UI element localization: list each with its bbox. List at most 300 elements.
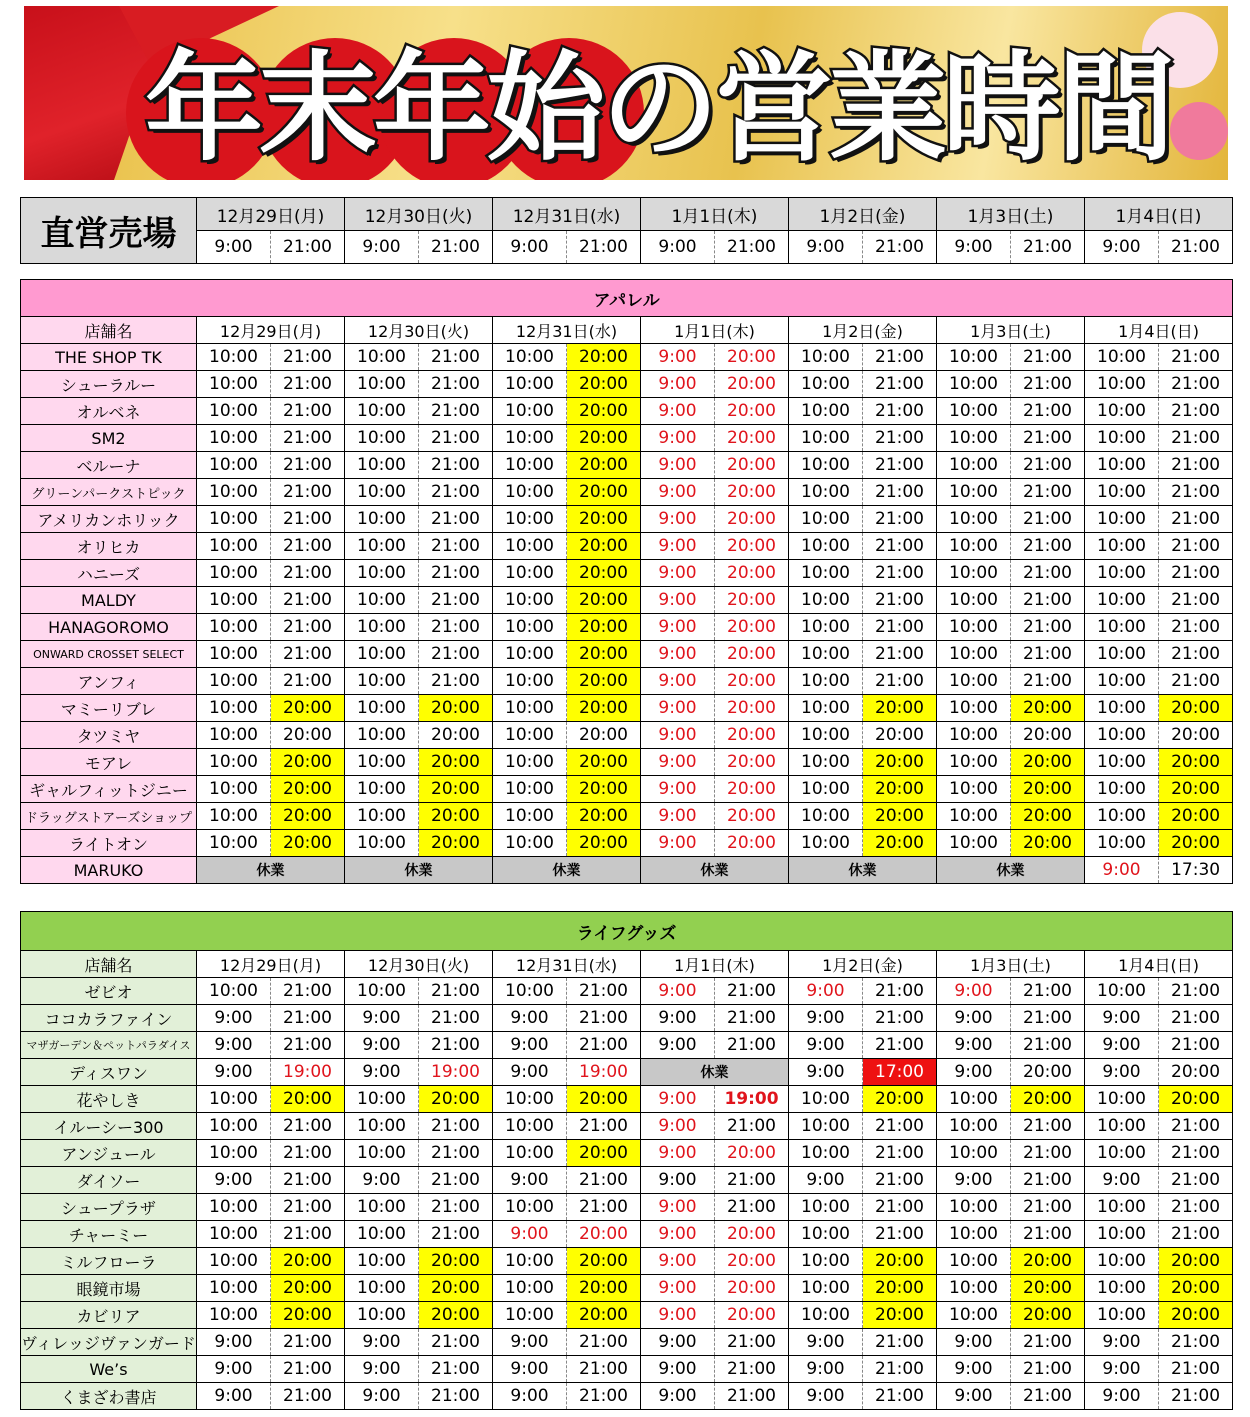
close-time-cell: 20:00 <box>567 776 641 803</box>
close-time-cell: 20:00 <box>1159 1302 1233 1329</box>
close-time-cell: 20:00 <box>715 803 789 830</box>
open-time-cell: 10:00 <box>493 978 567 1005</box>
open-time-cell: 10:00 <box>345 1194 419 1221</box>
open-time-cell: 10:00 <box>789 830 863 857</box>
close-time-cell: 21:00 <box>1159 398 1233 425</box>
open-time-cell: 9:00 <box>493 1059 567 1086</box>
open-time-cell: 10:00 <box>493 1275 567 1302</box>
close-time-cell: 20:00 <box>419 1302 493 1329</box>
close-time-cell: 21:00 <box>1159 533 1233 560</box>
closed-cell: 休業 <box>641 1059 789 1086</box>
close-time-cell: 21:00 <box>1011 560 1085 587</box>
store-name: ダイソー <box>21 1167 197 1194</box>
open-time-cell: 10:00 <box>493 668 567 695</box>
open-time-cell: 10:00 <box>197 614 271 641</box>
open-time-cell: 10:00 <box>937 1194 1011 1221</box>
close-time-cell: 21:00 <box>271 398 345 425</box>
open-time-cell: 10:00 <box>1085 803 1159 830</box>
open-time-cell: 10:00 <box>937 776 1011 803</box>
date-header: 12月30日(火) <box>345 198 493 231</box>
open-time-cell: 9:00 <box>1085 1356 1159 1383</box>
table-row <box>21 479 1233 506</box>
close-time-cell: 21:00 <box>271 1140 345 1167</box>
close-time-cell: 20:00 <box>715 506 789 533</box>
open-time-cell: 10:00 <box>1085 533 1159 560</box>
close-time-cell: 21:00 <box>715 231 789 264</box>
open-time-cell: 10:00 <box>197 830 271 857</box>
close-time-cell: 20:00 <box>1159 722 1233 749</box>
close-time-cell: 21:00 <box>419 587 493 614</box>
table-row <box>21 533 1233 560</box>
store-name: ベルーナ <box>21 452 197 479</box>
close-time-cell: 21:00 <box>419 506 493 533</box>
open-time-cell: 10:00 <box>197 1194 271 1221</box>
open-time-cell: 10:00 <box>493 587 567 614</box>
close-time-cell: 20:00 <box>715 1140 789 1167</box>
open-time-cell: 10:00 <box>1085 641 1159 668</box>
close-time-cell: 21:00 <box>1159 371 1233 398</box>
table-row <box>21 749 1233 776</box>
open-time-cell: 10:00 <box>789 452 863 479</box>
close-time-cell: 20:00 <box>715 776 789 803</box>
close-time-cell: 21:00 <box>271 668 345 695</box>
open-time-cell: 10:00 <box>937 668 1011 695</box>
date-header: 12月31日(水) <box>493 198 641 231</box>
close-time-cell: 21:00 <box>1011 452 1085 479</box>
open-time-cell: 9:00 <box>493 1356 567 1383</box>
close-time-cell: 20:00 <box>863 803 937 830</box>
close-time-cell: 20:00 <box>1011 830 1085 857</box>
open-time-cell: 10:00 <box>789 533 863 560</box>
close-time-cell: 21:00 <box>567 1032 641 1059</box>
store-name: グリーンパークストピック <box>21 479 197 506</box>
open-time-cell: 10:00 <box>493 1140 567 1167</box>
close-time-cell: 20:00 <box>271 695 345 722</box>
close-time-cell: 21:00 <box>1159 231 1233 264</box>
close-time-cell: 20:00 <box>715 560 789 587</box>
close-time-cell: 21:00 <box>419 425 493 452</box>
close-time-cell: 21:00 <box>1159 1356 1233 1383</box>
open-time-cell: 9:00 <box>641 1140 715 1167</box>
store-name: オリヒカ <box>21 533 197 560</box>
open-time-cell: 10:00 <box>197 803 271 830</box>
table-row <box>21 1302 1233 1329</box>
store-name: タツミヤ <box>21 722 197 749</box>
close-time-cell: 21:00 <box>1159 1194 1233 1221</box>
open-time-cell: 9:00 <box>345 1005 419 1032</box>
close-time-cell: 21:00 <box>1011 231 1085 264</box>
open-time-cell: 9:00 <box>789 1005 863 1032</box>
close-time-cell: 17:00 <box>863 1059 937 1086</box>
close-time-cell: 21:00 <box>863 1221 937 1248</box>
open-time-cell: 10:00 <box>789 1221 863 1248</box>
open-time-cell: 10:00 <box>345 560 419 587</box>
close-time-cell: 20:00 <box>863 749 937 776</box>
close-time-cell: 21:00 <box>715 1194 789 1221</box>
table-row <box>21 1356 1233 1383</box>
store-name: ONWARD CROSSET SELECT <box>21 641 197 668</box>
close-time-cell: 21:00 <box>863 978 937 1005</box>
date-header: 1月3日(土) <box>937 198 1085 231</box>
open-time-cell: 10:00 <box>197 695 271 722</box>
close-time-cell: 21:00 <box>863 1356 937 1383</box>
close-time-cell: 21:00 <box>863 614 937 641</box>
store-name: HANAGOROMO <box>21 614 197 641</box>
close-time-cell: 20:00 <box>567 1221 641 1248</box>
table-row <box>21 668 1233 695</box>
date-header: 1月2日(金) <box>789 198 937 231</box>
close-time-cell: 20:00 <box>715 587 789 614</box>
store-name: ハニーズ <box>21 560 197 587</box>
close-time-cell: 21:00 <box>715 1113 789 1140</box>
open-time-cell: 10:00 <box>493 1302 567 1329</box>
store-name: イルーシー300 <box>21 1113 197 1140</box>
store-name: シューラルー <box>21 371 197 398</box>
closed-cell: 休業 <box>197 857 345 884</box>
close-time-cell: 21:00 <box>863 506 937 533</box>
close-time-cell: 21:00 <box>863 587 937 614</box>
close-time-cell: 20:00 <box>567 452 641 479</box>
close-time-cell: 20:00 <box>715 722 789 749</box>
close-time-cell: 21:00 <box>1011 668 1085 695</box>
close-time-cell: 21:00 <box>271 641 345 668</box>
open-time-cell: 9:00 <box>641 479 715 506</box>
close-time-cell: 21:00 <box>863 1113 937 1140</box>
open-time-cell: 10:00 <box>937 479 1011 506</box>
open-time-cell: 10:00 <box>197 425 271 452</box>
open-time-cell: 10:00 <box>789 1140 863 1167</box>
open-time-cell: 10:00 <box>789 749 863 776</box>
close-time-cell: 21:00 <box>863 560 937 587</box>
open-time-cell: 9:00 <box>789 1329 863 1356</box>
open-time-cell: 10:00 <box>1085 1275 1159 1302</box>
open-time-cell: 10:00 <box>1085 749 1159 776</box>
close-time-cell: 21:00 <box>1159 1032 1233 1059</box>
open-time-cell: 10:00 <box>493 1194 567 1221</box>
close-time-cell: 21:00 <box>419 1140 493 1167</box>
close-time-cell: 20:00 <box>1159 1248 1233 1275</box>
close-time-cell: 20:00 <box>1011 722 1085 749</box>
close-time-cell: 21:00 <box>271 479 345 506</box>
close-time-cell: 21:00 <box>1159 452 1233 479</box>
open-time-cell: 10:00 <box>1085 425 1159 452</box>
close-time-cell: 20:00 <box>715 425 789 452</box>
store-name: アンフィ <box>21 668 197 695</box>
open-time-cell: 9:00 <box>1085 1167 1159 1194</box>
close-time-cell: 21:00 <box>271 231 345 264</box>
close-time-cell: 20:00 <box>1159 830 1233 857</box>
open-time-cell: 10:00 <box>937 1140 1011 1167</box>
open-time-cell: 9:00 <box>641 587 715 614</box>
table-row <box>21 506 1233 533</box>
table-row <box>21 803 1233 830</box>
close-time-cell: 20:00 <box>567 668 641 695</box>
store-name: カビリア <box>21 1302 197 1329</box>
open-time-cell: 10:00 <box>1085 978 1159 1005</box>
close-time-cell: 20:00 <box>567 1275 641 1302</box>
close-time-cell: 20:00 <box>567 722 641 749</box>
close-time-cell: 21:00 <box>1011 978 1085 1005</box>
open-time-cell: 10:00 <box>937 344 1011 371</box>
date-header: 1月3日(土) <box>937 317 1085 344</box>
open-time-cell: 10:00 <box>345 398 419 425</box>
open-time-cell: 9:00 <box>493 1005 567 1032</box>
close-time-cell: 20:00 <box>567 1086 641 1113</box>
close-time-cell: 21:00 <box>271 1167 345 1194</box>
open-time-cell: 10:00 <box>493 506 567 533</box>
open-time-cell: 10:00 <box>197 1302 271 1329</box>
open-time-cell: 10:00 <box>789 1194 863 1221</box>
open-time-cell: 10:00 <box>937 803 1011 830</box>
close-time-cell: 21:00 <box>863 1194 937 1221</box>
close-time-cell: 19:00 <box>567 1059 641 1086</box>
date-header: 12月31日(水) <box>493 951 641 978</box>
open-time-cell: 10:00 <box>937 722 1011 749</box>
close-time-cell: 21:00 <box>863 1032 937 1059</box>
open-time-cell: 10:00 <box>937 1302 1011 1329</box>
store-name: MALDY <box>21 587 197 614</box>
open-time-cell: 10:00 <box>197 1221 271 1248</box>
open-time-cell: 10:00 <box>345 1086 419 1113</box>
close-time-cell: 21:00 <box>271 614 345 641</box>
close-time-cell: 21:00 <box>419 614 493 641</box>
close-time-cell: 21:00 <box>567 1194 641 1221</box>
close-time-cell: 21:00 <box>863 1329 937 1356</box>
open-time-cell: 10:00 <box>937 398 1011 425</box>
close-time-cell: 21:00 <box>419 641 493 668</box>
close-time-cell: 20:00 <box>567 425 641 452</box>
close-time-cell: 21:00 <box>1011 533 1085 560</box>
open-time-cell: 10:00 <box>345 668 419 695</box>
close-time-cell: 21:00 <box>1159 1113 1233 1140</box>
open-time-cell: 10:00 <box>789 695 863 722</box>
open-time-cell: 9:00 <box>937 1356 1011 1383</box>
close-time-cell: 21:00 <box>419 1221 493 1248</box>
close-time-cell: 21:00 <box>1159 1167 1233 1194</box>
close-time-cell: 21:00 <box>863 231 937 264</box>
close-time-cell: 19:00 <box>419 1059 493 1086</box>
open-time-cell: 9:00 <box>493 1221 567 1248</box>
open-time-cell: 10:00 <box>1085 1113 1159 1140</box>
close-time-cell: 21:00 <box>863 1140 937 1167</box>
close-time-cell: 21:00 <box>271 1221 345 1248</box>
open-time-cell: 9:00 <box>641 749 715 776</box>
store-name: シュープラザ <box>21 1194 197 1221</box>
close-time-cell: 21:00 <box>271 1032 345 1059</box>
open-time-cell: 9:00 <box>493 1032 567 1059</box>
close-time-cell: 21:00 <box>1159 614 1233 641</box>
open-time-cell: 9:00 <box>197 1329 271 1356</box>
table-row <box>21 1275 1233 1302</box>
open-time-cell: 10:00 <box>937 830 1011 857</box>
open-time-cell: 10:00 <box>493 533 567 560</box>
open-time-cell: 10:00 <box>197 1086 271 1113</box>
close-time-cell: 20:00 <box>863 1248 937 1275</box>
close-time-cell: 21:00 <box>419 1383 493 1410</box>
open-time-cell: 10:00 <box>1085 1086 1159 1113</box>
date-header: 1月2日(金) <box>789 951 937 978</box>
open-time-cell: 9:00 <box>197 1167 271 1194</box>
open-time-cell: 10:00 <box>937 1086 1011 1113</box>
store-name: We’s <box>21 1356 197 1383</box>
open-time-cell: 10:00 <box>345 1302 419 1329</box>
date-header: 1月4日(日) <box>1085 317 1233 344</box>
close-time-cell: 21:00 <box>271 587 345 614</box>
open-time-cell: 10:00 <box>1085 1140 1159 1167</box>
close-time-cell: 21:00 <box>1159 479 1233 506</box>
apparel-table <box>20 279 1233 884</box>
open-time-cell: 10:00 <box>197 1275 271 1302</box>
open-time-cell: 9:00 <box>641 452 715 479</box>
close-time-cell: 20:00 <box>1011 749 1085 776</box>
close-time-cell: 21:00 <box>1011 1167 1085 1194</box>
open-time-cell: 9:00 <box>1085 857 1159 884</box>
open-time-cell: 9:00 <box>937 1167 1011 1194</box>
open-time-cell: 10:00 <box>197 506 271 533</box>
close-time-cell: 20:00 <box>1159 1275 1233 1302</box>
close-time-cell: 20:00 <box>863 722 937 749</box>
open-time-cell: 10:00 <box>493 398 567 425</box>
close-time-cell: 21:00 <box>567 1113 641 1140</box>
closed-cell: 休業 <box>641 857 789 884</box>
store-name: ドラッグストアーズショップ <box>21 803 197 830</box>
close-time-cell: 21:00 <box>1159 1329 1233 1356</box>
open-time-cell: 9:00 <box>345 231 419 264</box>
close-time-cell: 20:00 <box>715 668 789 695</box>
close-time-cell: 21:00 <box>1159 668 1233 695</box>
close-time-cell: 20:00 <box>715 371 789 398</box>
close-time-cell: 20:00 <box>567 614 641 641</box>
open-time-cell: 10:00 <box>1085 1302 1159 1329</box>
open-time-cell: 10:00 <box>345 1140 419 1167</box>
table-row <box>21 398 1233 425</box>
close-time-cell: 20:00 <box>419 830 493 857</box>
open-time-cell: 10:00 <box>197 344 271 371</box>
open-time-cell: 10:00 <box>789 641 863 668</box>
open-time-cell: 9:00 <box>641 371 715 398</box>
close-time-cell: 20:00 <box>419 695 493 722</box>
open-time-cell: 10:00 <box>345 533 419 560</box>
open-time-cell: 10:00 <box>1085 1248 1159 1275</box>
table-row <box>21 1194 1233 1221</box>
close-time-cell: 20:00 <box>1159 1086 1233 1113</box>
table-row <box>21 1248 1233 1275</box>
store-name: くまざわ書店 <box>21 1383 197 1410</box>
open-time-cell: 9:00 <box>345 1059 419 1086</box>
close-time-cell: 21:00 <box>271 344 345 371</box>
close-time-cell: 20:00 <box>567 479 641 506</box>
open-time-cell: 10:00 <box>345 479 419 506</box>
open-time-cell: 9:00 <box>641 641 715 668</box>
close-time-cell: 20:00 <box>715 749 789 776</box>
open-time-cell: 9:00 <box>641 803 715 830</box>
date-header: 12月29日(月) <box>197 951 345 978</box>
open-time-cell: 10:00 <box>789 344 863 371</box>
closed-cell: 休業 <box>937 857 1085 884</box>
close-time-cell: 21:00 <box>1011 1329 1085 1356</box>
close-time-cell: 21:00 <box>271 978 345 1005</box>
store-name: ギャルフィットジニー <box>21 776 197 803</box>
close-time-cell: 19:00 <box>271 1059 345 1086</box>
open-time-cell: 10:00 <box>789 1275 863 1302</box>
open-time-cell: 10:00 <box>493 776 567 803</box>
close-time-cell: 20:00 <box>271 749 345 776</box>
close-time-cell: 21:00 <box>1159 978 1233 1005</box>
close-time-cell: 21:00 <box>1159 641 1233 668</box>
store-name: 眼鏡市場 <box>21 1275 197 1302</box>
open-time-cell: 10:00 <box>937 614 1011 641</box>
close-time-cell: 20:00 <box>567 641 641 668</box>
store-name: アメリカンホリック <box>21 506 197 533</box>
column-header-row <box>21 317 1233 344</box>
close-time-cell: 20:00 <box>715 452 789 479</box>
column-header-row <box>21 951 1233 978</box>
close-time-cell: 21:00 <box>1159 1140 1233 1167</box>
open-time-cell: 9:00 <box>641 398 715 425</box>
open-time-cell: 10:00 <box>493 425 567 452</box>
open-time-cell: 9:00 <box>1085 1059 1159 1086</box>
date-header: 1月4日(日) <box>1085 198 1233 231</box>
open-time-cell: 9:00 <box>641 425 715 452</box>
close-time-cell: 20:00 <box>567 533 641 560</box>
open-time-cell: 10:00 <box>1085 560 1159 587</box>
open-time-cell: 10:00 <box>937 1275 1011 1302</box>
open-time-cell: 10:00 <box>197 668 271 695</box>
close-time-cell: 21:00 <box>1011 614 1085 641</box>
close-time-cell: 20:00 <box>567 371 641 398</box>
close-time-cell: 21:00 <box>419 479 493 506</box>
table-row <box>21 452 1233 479</box>
close-time-cell: 21:00 <box>1011 1221 1085 1248</box>
close-time-cell: 21:00 <box>271 1113 345 1140</box>
open-time-cell: 10:00 <box>197 1248 271 1275</box>
open-time-cell: 10:00 <box>493 1113 567 1140</box>
store-name-header: 店舗名 <box>21 317 197 344</box>
open-time-cell: 10:00 <box>937 1221 1011 1248</box>
open-time-cell: 9:00 <box>937 1383 1011 1410</box>
close-time-cell: 20:00 <box>863 1275 937 1302</box>
open-time-cell: 9:00 <box>641 533 715 560</box>
open-time-cell: 10:00 <box>197 533 271 560</box>
table-row <box>21 614 1233 641</box>
open-time-cell: 10:00 <box>493 803 567 830</box>
close-time-cell: 20:00 <box>567 560 641 587</box>
open-time-cell: 9:00 <box>197 1356 271 1383</box>
table-row <box>21 371 1233 398</box>
close-time-cell: 21:00 <box>863 479 937 506</box>
direct-hours-row <box>21 231 1233 264</box>
date-header: 12月30日(火) <box>345 951 493 978</box>
open-time-cell: 9:00 <box>197 1383 271 1410</box>
close-time-cell: 21:00 <box>419 1329 493 1356</box>
open-time-cell: 9:00 <box>641 1167 715 1194</box>
open-time-cell: 10:00 <box>1085 371 1159 398</box>
direct-store-table <box>20 197 1233 264</box>
open-time-cell: 9:00 <box>493 1167 567 1194</box>
close-time-cell: 21:00 <box>863 398 937 425</box>
open-time-cell: 9:00 <box>641 1302 715 1329</box>
close-time-cell: 20:00 <box>271 1302 345 1329</box>
closed-cell: 休業 <box>789 857 937 884</box>
open-time-cell: 9:00 <box>197 1032 271 1059</box>
open-time-cell: 9:00 <box>1085 1383 1159 1410</box>
open-time-cell: 9:00 <box>1085 1329 1159 1356</box>
close-time-cell: 20:00 <box>715 614 789 641</box>
open-time-cell: 10:00 <box>937 560 1011 587</box>
open-time-cell: 10:00 <box>493 371 567 398</box>
close-time-cell: 20:00 <box>715 1248 789 1275</box>
date-header: 12月29日(月) <box>197 317 345 344</box>
